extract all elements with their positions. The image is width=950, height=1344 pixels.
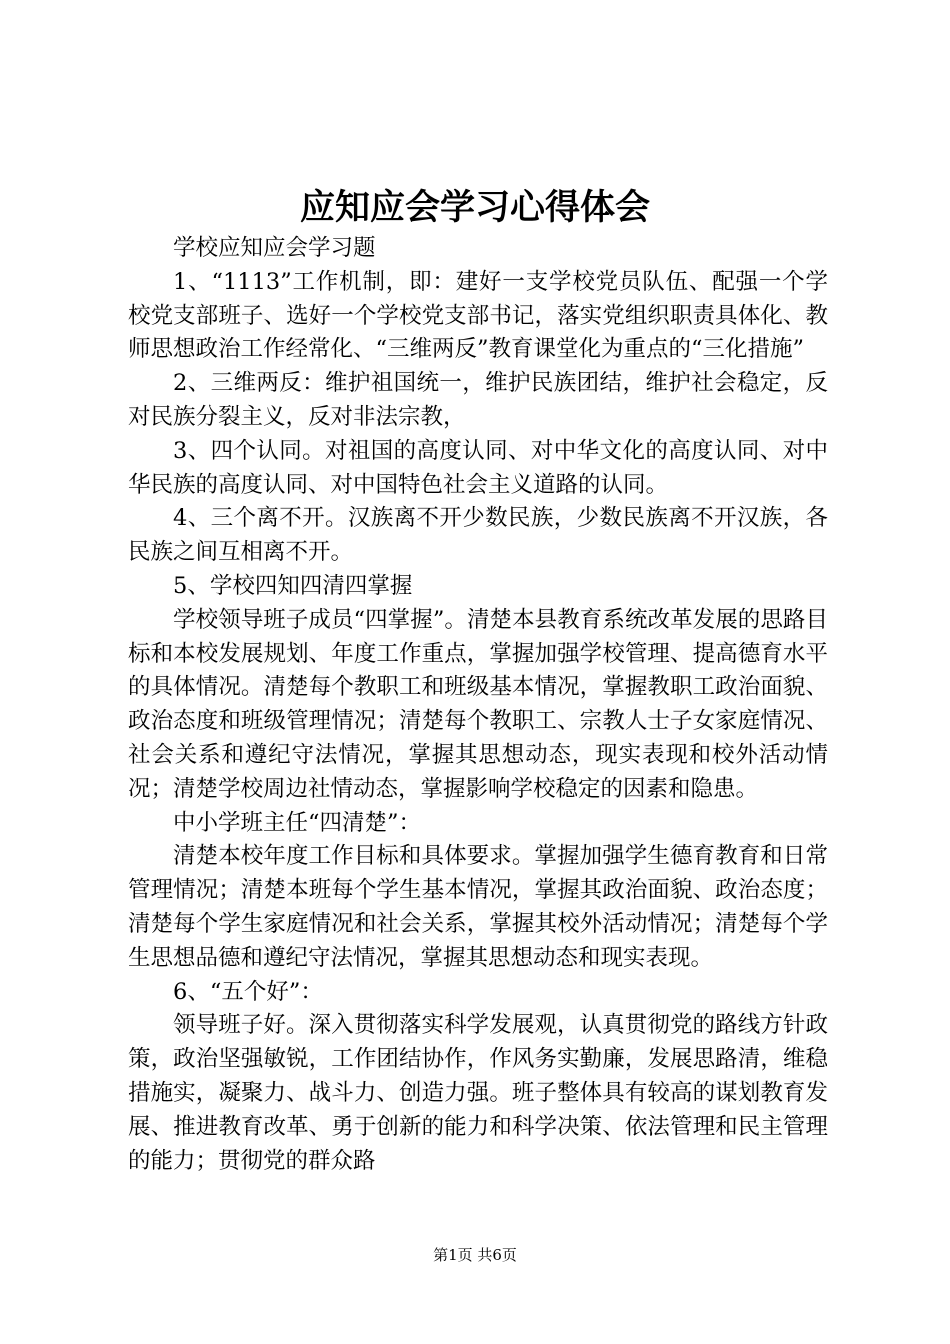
page-number-footer: 第1页 共6页 [433,1246,517,1264]
paragraph: 领导班子好。深入贯彻落实科学发展观，认真贯彻党的路线方针政策，政治坚强敏锐，工作团结协作，作风务实勤廉，发展思路清，维稳措施实，凝聚力、战斗力、创造力强。班子整体具有较高的谋划教育发展、推进教育改革、勇于创新的能力和科学决策、依法管理和民主管理的能力；贯彻党的群众路 [128,1012,828,1174]
document-title: 应知应会学习心得体会 [299,187,650,228]
paragraph: 2、三维两反：维护祖国统一，维护民族团结，维护社会稳定，反对民族分裂主义，反对非法宗教， [128,370,828,430]
paragraph: 6、“五个好”： [173,978,323,1005]
paragraph: 4、三个离不开。汉族离不开少数民族，少数民族离不开汉族，各民族之间互相离不开。 [128,505,828,566]
paragraph: 5、学校四知四清四掌握 [173,572,413,599]
paragraph: 3、四个认同。对祖国的高度认同、对中华文化的高度认同、对中华民族的高度认同、对中国特色社会主义道路的认同。 [128,437,828,498]
document-body [128,232,828,1178]
paragraph: 学校领导班子成员“四掌握”。清楚本县教育系统改革发展的思路目标和本校发展规划、年度工作重点，掌握加强学校管理、提高德育水平的具体情况。清楚每个教职工和班级基本情况，掌握教职工政治面貌、政治态度和班级管理情况；清楚每个教职工、宗教人士子女家庭情况、社会关系和遵纪守法情况，掌握其思想动态，现实表现和校外活动情况；清楚学校周边社情动态，掌握影响学校稳定的因素和隐患。 [128,606,828,802]
paragraph: 中小学班主任“四清楚”： [173,809,422,836]
paragraph: 清楚本校年度工作目标和具体要求。掌握加强学生德育教育和日常管理情况；清楚本班每个学生基本情况，掌握其政治面貌、政治态度；清楚每个学生家庭情况和社会关系，掌握其校外活动情况；清楚每个学生思想品德和遵纪守法情况，掌握其思想动态和现实表现。 [128,843,828,971]
paragraph: 学校应知应会学习题 [173,235,376,261]
paragraph: 1、“1113”工作机制，即：建好一支学校党员队伍、配强一个学校党支部班子、选好一个学校党支部书记，落实党组织职责具体化、教师思想政治工作经常化、“三维两反”教育课堂化为重点的“三化措施” [128,268,828,363]
